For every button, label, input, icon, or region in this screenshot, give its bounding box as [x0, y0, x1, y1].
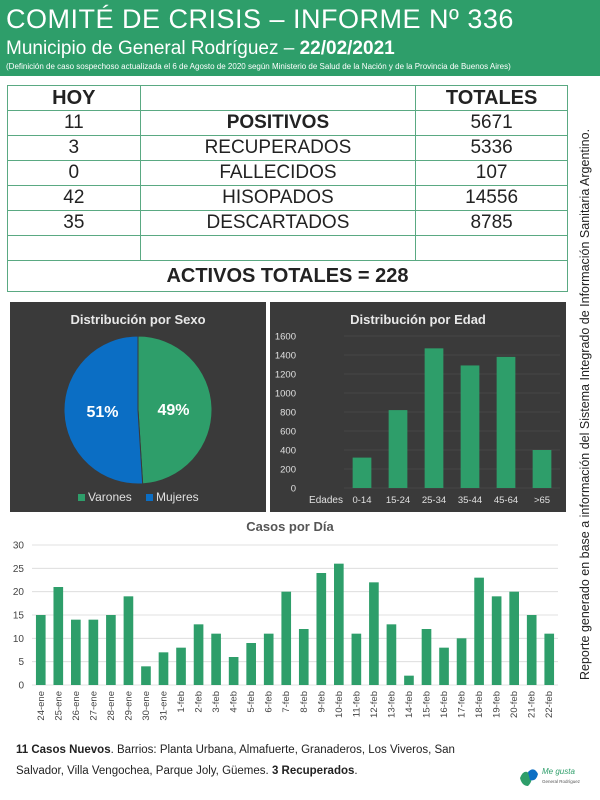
x-tick-label: 26-ene — [70, 691, 82, 721]
day-bar — [422, 629, 432, 685]
x-tick-label: 21-feb — [526, 691, 538, 718]
barrios-list: . Barrios: Planta Urbana, Almafuerte, Granaderos, Los Viveros, San Salvador, Villa Vengochea, Parque Joly, Güemes. — [16, 744, 455, 777]
legend-swatch — [78, 494, 85, 501]
x-tick-label: 19-feb — [491, 691, 503, 718]
chart-title: Casos por Día — [246, 519, 334, 534]
age-bar — [497, 357, 516, 488]
x-tick-label: 5-feb — [246, 691, 258, 713]
x-tick-label: 14-feb — [403, 691, 415, 718]
y-tick-label: 1400 — [274, 350, 296, 362]
x-tick-label: 1-feb — [176, 691, 188, 713]
hoy-value: 35 — [8, 211, 141, 236]
x-tick-label: 25-34 — [421, 495, 447, 506]
x-tick-label: 15-feb — [421, 691, 433, 718]
logo-subtext: General Rodríguez — [542, 779, 581, 784]
x-tick-label: >65 — [533, 495, 551, 506]
x-tick-label: 27-ene — [88, 691, 100, 721]
day-bar — [106, 615, 116, 685]
day-bar — [124, 596, 134, 685]
day-bar — [264, 634, 274, 685]
total-value: 5336 — [416, 136, 568, 161]
x-tick-label: 30-ene — [140, 691, 152, 721]
x-tick-label: 24-ene — [35, 691, 47, 721]
x-tick-label: 3-feb — [211, 691, 223, 713]
y-tick-label: 1000 — [274, 388, 296, 400]
table-row — [8, 136, 568, 161]
y-tick-label: 0 — [18, 680, 24, 692]
y-tick-label: 20 — [12, 587, 24, 599]
day-bar — [159, 652, 169, 685]
total-value: 5671 — [416, 111, 568, 136]
legend-label: Varones — [88, 490, 132, 504]
footer-summary — [16, 740, 506, 782]
x-tick-label: 13-feb — [386, 691, 398, 718]
day-bar — [474, 578, 484, 685]
x-tick-label: 28-ene — [105, 691, 117, 721]
day-bar — [492, 596, 502, 685]
daily-cases-chart — [0, 515, 566, 737]
x-tick-label: 17-feb — [456, 691, 468, 718]
municipality-logo — [516, 760, 581, 790]
hoy-header: HOY — [8, 86, 141, 111]
blank-row — [8, 236, 568, 261]
y-tick-label: 400 — [280, 445, 296, 457]
day-bar — [281, 592, 291, 685]
x-tick-label: 18-feb — [474, 691, 486, 718]
day-bar — [404, 676, 414, 685]
report-title: COMITÉ DE CRISIS – INFORME Nº 336 — [6, 4, 514, 34]
y-tick-label: 800 — [280, 407, 296, 419]
y-tick-label: 5 — [18, 657, 24, 669]
x-tick-label: 15-24 — [385, 495, 411, 506]
municipality-label: Municipio de General Rodríguez – — [6, 38, 300, 59]
age-bar-chart — [270, 302, 566, 512]
activos-total: ACTIVOS TOTALES = 228 — [8, 261, 568, 292]
report-subtitle — [6, 38, 395, 60]
stats-table — [7, 85, 568, 292]
table-row — [8, 186, 568, 211]
age-bar — [389, 410, 408, 488]
empty-header-cell — [140, 86, 416, 111]
day-bar — [299, 629, 309, 685]
day-bar — [176, 648, 186, 685]
y-tick-label: 25 — [12, 563, 24, 575]
row-label: POSITIVOS — [140, 111, 416, 136]
report-date: 22/02/2021 — [299, 38, 395, 59]
hoy-value: 0 — [8, 161, 141, 186]
total-value: 107 — [416, 161, 568, 186]
blank-cell — [416, 236, 568, 261]
x-tick-label: 7-feb — [281, 691, 293, 713]
day-bar — [141, 666, 151, 685]
row-label: FALLECIDOS — [140, 161, 416, 186]
x-tick-label: 4-feb — [228, 691, 240, 713]
table-row — [8, 211, 568, 236]
x-tick-label: 11-feb — [351, 691, 363, 718]
x-tick-label: 31-ene — [158, 691, 170, 721]
y-tick-label: 1600 — [274, 331, 296, 343]
day-bar — [352, 634, 362, 685]
pie-value-label: 49% — [157, 401, 190, 419]
age-chart-panel — [270, 302, 566, 512]
day-bar — [53, 587, 63, 685]
day-bar — [89, 620, 99, 685]
stats-header-row — [8, 86, 568, 111]
x-tick-label: 20-feb — [509, 691, 521, 718]
hoy-value: 11 — [8, 111, 141, 136]
x-tick-label: 0-14 — [352, 495, 372, 506]
y-tick-label: 1200 — [274, 369, 296, 381]
day-bar — [457, 638, 467, 685]
day-bar — [246, 643, 256, 685]
x-axis-title: Edades — [309, 495, 343, 506]
footer-period: . — [354, 765, 358, 777]
x-tick-label: 9-feb — [316, 691, 328, 713]
definition-note: (Definición de caso sospechoso actualizada el 6 de Agosto de 2020 según Ministerio de Salud de la Nación y de la Provincia de Buenos Aires) — [6, 62, 511, 71]
total-value: 8785 — [416, 211, 568, 236]
logo-text: Me gusta — [542, 767, 575, 776]
hoy-value: 3 — [8, 136, 141, 161]
row-label: HISOPADOS — [140, 186, 416, 211]
x-tick-label: 2-feb — [193, 691, 205, 713]
row-label: RECUPERADOS — [140, 136, 416, 161]
recovered-count: 3 Recuperados — [271, 765, 355, 777]
age-bar — [461, 365, 480, 488]
hoy-value: 42 — [8, 186, 141, 211]
activos-row — [8, 261, 568, 292]
new-cases-count: 11 Casos Nuevos — [16, 744, 111, 756]
day-bar — [439, 648, 449, 685]
age-chart-title: Distribución por Edad — [350, 312, 486, 327]
source-note: Reporte generado en base a información del Sistema Integrado de Información Sanitaria Argentino. — [578, 128, 592, 680]
day-bar — [71, 620, 81, 685]
legend-swatch — [146, 494, 153, 501]
day-bar — [509, 592, 519, 685]
y-tick-label: 10 — [12, 633, 24, 645]
day-bar — [527, 615, 537, 685]
x-tick-label: 29-ene — [123, 691, 135, 721]
blank-cell — [140, 236, 416, 261]
y-tick-label: 0 — [290, 483, 296, 495]
table-row — [8, 111, 568, 136]
total-value: 14556 — [416, 186, 568, 211]
day-bar — [229, 657, 239, 685]
totales-header: TOTALES — [416, 86, 568, 111]
day-bar — [194, 624, 204, 685]
report-header — [0, 0, 600, 76]
sex-chart-title: Distribución por Sexo — [70, 312, 206, 327]
age-bar — [353, 458, 372, 488]
x-tick-label: 12-feb — [368, 691, 380, 718]
age-bar — [425, 348, 444, 488]
day-bar — [387, 624, 397, 685]
y-tick-label: 30 — [12, 540, 24, 552]
x-tick-label: 8-feb — [298, 691, 310, 713]
x-tick-label: 22-feb — [544, 691, 556, 718]
day-bar — [36, 615, 46, 685]
age-bar — [533, 450, 552, 488]
pie-value-label: 51% — [86, 404, 119, 422]
legend-label: Mujeres — [156, 490, 199, 504]
x-tick-label: 16-feb — [439, 691, 451, 718]
x-tick-label: 6-feb — [263, 691, 275, 713]
table-row — [8, 161, 568, 186]
x-tick-label: 25-ene — [53, 691, 65, 721]
x-tick-label: 10-feb — [333, 691, 345, 718]
x-tick-label: 45-64 — [493, 495, 519, 506]
day-bar — [334, 564, 344, 685]
y-tick-label: 600 — [280, 426, 296, 438]
day-bar — [369, 582, 379, 685]
y-tick-label: 200 — [280, 464, 296, 476]
day-bar — [544, 634, 554, 685]
blank-cell — [8, 236, 141, 261]
sex-pie-chart — [10, 302, 266, 512]
y-tick-label: 15 — [12, 610, 24, 622]
row-label: DESCARTADOS — [140, 211, 416, 236]
day-bar — [316, 573, 326, 685]
x-tick-label: 35-44 — [457, 495, 483, 506]
day-bar — [211, 634, 221, 685]
sex-chart-panel — [10, 302, 266, 512]
